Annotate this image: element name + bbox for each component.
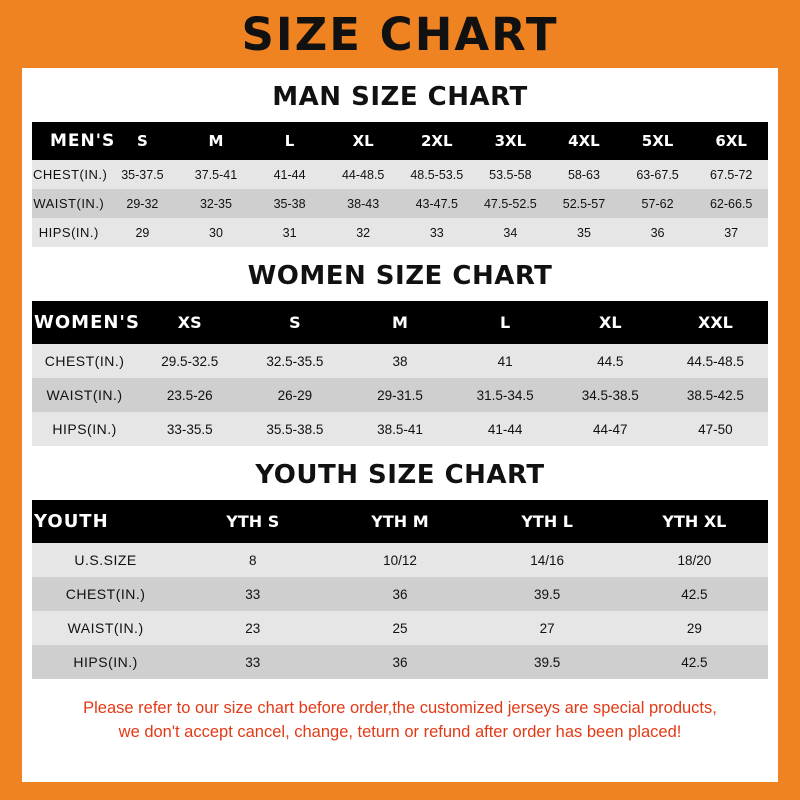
table-row [32, 218, 768, 247]
youth-r2c0: 23 [179, 611, 326, 645]
men-r2c1: 30 [179, 218, 253, 247]
youth-r0c3: 18/20 [621, 543, 768, 577]
youth-r1c2: 39.5 [474, 577, 621, 611]
table-row [32, 645, 768, 679]
men-col-2: L [253, 122, 327, 160]
women-r1c4: 34.5-38.5 [558, 378, 663, 412]
men-r0c6: 58-63 [547, 160, 621, 189]
women-r0c1: 32.5-35.5 [242, 344, 347, 378]
header-banner [0, 0, 800, 68]
women-col-3: L [453, 301, 558, 344]
men-row-0-label: CHEST(IN.) [32, 160, 106, 189]
women-section [22, 261, 778, 446]
men-col-7: 5XL [621, 122, 695, 160]
men-r0c8: 67.5-72 [694, 160, 768, 189]
youth-r2c2: 27 [474, 611, 621, 645]
youth-row-2-label: WAIST(IN.) [32, 611, 179, 645]
men-r2c6: 35 [547, 218, 621, 247]
table-header-row [32, 301, 768, 344]
men-col-5: 3XL [474, 122, 548, 160]
youth-col-3: YTH XL [621, 500, 768, 543]
youth-r0c0: 8 [179, 543, 326, 577]
youth-col-2: YTH L [474, 500, 621, 543]
women-r1c1: 26-29 [242, 378, 347, 412]
men-r0c7: 63-67.5 [621, 160, 695, 189]
women-r0c5: 44.5-48.5 [663, 344, 768, 378]
youth-col-1: YTH M [326, 500, 473, 543]
women-col-4: XL [558, 301, 663, 344]
men-r1c8: 62-66.5 [694, 189, 768, 218]
men-r2c5: 34 [474, 218, 548, 247]
women-r2c4: 44-47 [558, 412, 663, 446]
men-r2c0: 29 [106, 218, 180, 247]
youth-col-0: YTH S [179, 500, 326, 543]
men-r2c8: 37 [694, 218, 768, 247]
bottom-accent-bar [0, 782, 800, 800]
women-row-2-label: HIPS(IN.) [32, 412, 137, 446]
women-head-label: WOMEN'S [32, 301, 137, 344]
youth-section [22, 460, 778, 679]
women-r1c0: 23.5-26 [137, 378, 242, 412]
youth-row-3-label: HIPS(IN.) [32, 645, 179, 679]
men-r1c6: 52.5-57 [547, 189, 621, 218]
youth-r3c2: 39.5 [474, 645, 621, 679]
women-r0c4: 44.5 [558, 344, 663, 378]
youth-r1c0: 33 [179, 577, 326, 611]
men-r0c0: 35-37.5 [106, 160, 180, 189]
women-r1c2: 29-31.5 [347, 378, 452, 412]
men-size-table [32, 122, 768, 247]
youth-section-title: YOUTH SIZE CHART [255, 460, 545, 490]
youth-r2c1: 25 [326, 611, 473, 645]
women-r0c3: 41 [453, 344, 558, 378]
table-header-row [32, 500, 768, 543]
youth-r0c1: 10/12 [326, 543, 473, 577]
women-row-1-label: WAIST(IN.) [32, 378, 137, 412]
men-r1c7: 57-62 [621, 189, 695, 218]
women-col-1: S [242, 301, 347, 344]
women-r2c0: 33-35.5 [137, 412, 242, 446]
table-header-row [32, 122, 768, 160]
women-r0c0: 29.5-32.5 [137, 344, 242, 378]
men-col-0: S [106, 122, 180, 160]
women-col-0: XS [137, 301, 242, 344]
table-row [32, 611, 768, 645]
men-r1c2: 35-38 [253, 189, 327, 218]
men-row-2-label: HIPS(IN.) [32, 218, 106, 247]
men-row-1-label: WAIST(IN.) [32, 189, 106, 218]
men-col-4: 2XL [400, 122, 474, 160]
men-section-title: MAN SIZE CHART [272, 82, 528, 112]
table-row [32, 344, 768, 378]
youth-r3c1: 36 [326, 645, 473, 679]
youth-r1c1: 36 [326, 577, 473, 611]
men-col-1: M [179, 122, 253, 160]
men-r0c3: 44-48.5 [326, 160, 400, 189]
men-r1c3: 38-43 [326, 189, 400, 218]
men-col-8: 6XL [694, 122, 768, 160]
youth-r3c3: 42.5 [621, 645, 768, 679]
women-r1c5: 38.5-42.5 [663, 378, 768, 412]
men-r0c2: 41-44 [253, 160, 327, 189]
men-r0c5: 53.5-58 [474, 160, 548, 189]
men-col-3: XL [326, 122, 400, 160]
table-row [32, 378, 768, 412]
men-head-label: MEN'S [32, 122, 106, 160]
youth-r3c0: 33 [179, 645, 326, 679]
men-r2c2: 31 [253, 218, 327, 247]
women-r0c2: 38 [347, 344, 452, 378]
youth-head-label: YOUTH [32, 500, 179, 543]
men-col-6: 4XL [547, 122, 621, 160]
footer-note-line-2: we don't accept cancel, change, teturn or refund after order has been placed! [118, 722, 682, 741]
youth-size-table [32, 500, 768, 679]
men-r2c7: 36 [621, 218, 695, 247]
men-r1c1: 32-35 [179, 189, 253, 218]
women-r2c3: 41-44 [453, 412, 558, 446]
men-r1c4: 43-47.5 [400, 189, 474, 218]
women-col-2: M [347, 301, 452, 344]
men-r2c3: 32 [326, 218, 400, 247]
women-r2c5: 47-50 [663, 412, 768, 446]
youth-r0c2: 14/16 [474, 543, 621, 577]
men-r2c4: 33 [400, 218, 474, 247]
youth-row-0-label: U.S.SIZE [32, 543, 179, 577]
youth-r1c3: 42.5 [621, 577, 768, 611]
women-size-table [32, 301, 768, 446]
women-r2c2: 38.5-41 [347, 412, 452, 446]
youth-r2c3: 29 [621, 611, 768, 645]
men-r1c5: 47.5-52.5 [474, 189, 548, 218]
men-r0c4: 48.5-53.5 [400, 160, 474, 189]
table-row [32, 543, 768, 577]
table-row [32, 412, 768, 446]
women-r1c3: 31.5-34.5 [453, 378, 558, 412]
women-col-5: XXL [663, 301, 768, 344]
women-row-0-label: CHEST(IN.) [32, 344, 137, 378]
men-r1c0: 29-32 [106, 189, 180, 218]
table-row [32, 577, 768, 611]
men-section [22, 82, 778, 247]
men-r0c1: 37.5-41 [179, 160, 253, 189]
table-row [32, 189, 768, 218]
women-section-title: WOMEN SIZE CHART [247, 261, 553, 291]
page-title: SIZE CHART [241, 7, 559, 61]
footer-note-line-1: Please refer to our size chart before order,the customized jerseys are special products, [83, 699, 717, 717]
table-row [32, 160, 768, 189]
women-r2c1: 35.5-38.5 [242, 412, 347, 446]
youth-row-1-label: CHEST(IN.) [32, 577, 179, 611]
footer-note [26, 697, 774, 745]
